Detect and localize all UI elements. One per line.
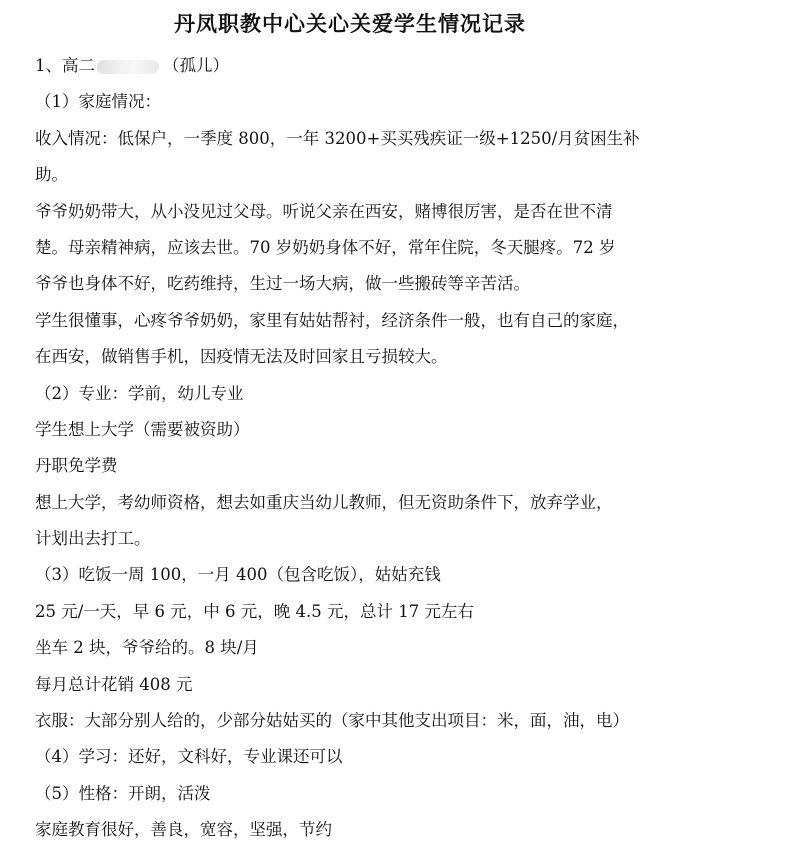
student-line-suffix: （孤儿） xyxy=(163,56,229,75)
family-line-1: 爷爷奶奶带大，从小没见过父母。听说父亲在西安，赌博很厉害，是否在世不清 xyxy=(35,201,613,221)
major-line-3: 想上大学，考幼师资格，想去如重庆当幼儿教师，但无资助条件下，放弃学业， xyxy=(35,492,613,512)
meals-line-2: 坐车 2 块，爷爷给的。8 块/月 xyxy=(35,638,259,658)
redacted-name xyxy=(97,60,159,74)
personality-line: 家庭教育很好，善良，宽容，坚强，节约 xyxy=(35,820,332,840)
income-line-cont: 助。 xyxy=(35,165,68,185)
major-line-2: 丹职免学费 xyxy=(35,456,118,476)
student-line-prefix: 1、高二 xyxy=(35,56,95,75)
major-line-4: 计划出去打工。 xyxy=(35,529,151,549)
section-study-heading: （4）学习：还好，文科好，专业课还可以 xyxy=(35,747,343,767)
major-line-1: 学生想上大学（需要被资助） xyxy=(35,419,250,439)
meals-line-3: 每月总计花销 408 元 xyxy=(35,674,193,694)
student-line xyxy=(35,48,775,84)
document-body xyxy=(35,48,775,849)
income-line: 收入情况：低保户，一季度 800，一年 3200+买买残疾证一级+1250/月贫困生补 xyxy=(35,128,640,148)
section-family-heading: （1）家庭情况： xyxy=(35,92,161,112)
document-title: 丹凤职教中心关心关爱学生情况记录 xyxy=(174,11,526,36)
section-meals-heading: （3）吃饭一周 100，一月 400（包含吃饭），姑姑充钱 xyxy=(35,565,441,585)
clothing-line: 衣服：大部分别人给的，少部分姑姑买的（家中其他支出项目：米，面，油，电） xyxy=(35,711,629,731)
section-personality-heading: （5）性格：开朗，活泼 xyxy=(35,783,211,803)
family-line-5: 在西安，做销售手机，因疫情无法及时回家且亏损较大。 xyxy=(35,347,448,367)
family-line-4: 学生很懂事，心疼爷爷奶奶，家里有姑姑帮衬，经济条件一般，也有自己的家庭， xyxy=(35,310,629,330)
meals-line-1: 25 元/一天，早 6 元，中 6 元，晚 4.5 元，总计 17 元左右 xyxy=(35,601,474,621)
family-line-3: 爷爷也身体不好，吃药维持，生过一场大病，做一些搬砖等辛苦活。 xyxy=(35,274,530,294)
section-major-heading: （2）专业：学前，幼儿专业 xyxy=(35,383,244,403)
family-line-2: 楚。母亲精神病，应该去世。70 岁奶奶身体不好，常年住院，冬天腿疼。72 岁 xyxy=(35,237,616,257)
